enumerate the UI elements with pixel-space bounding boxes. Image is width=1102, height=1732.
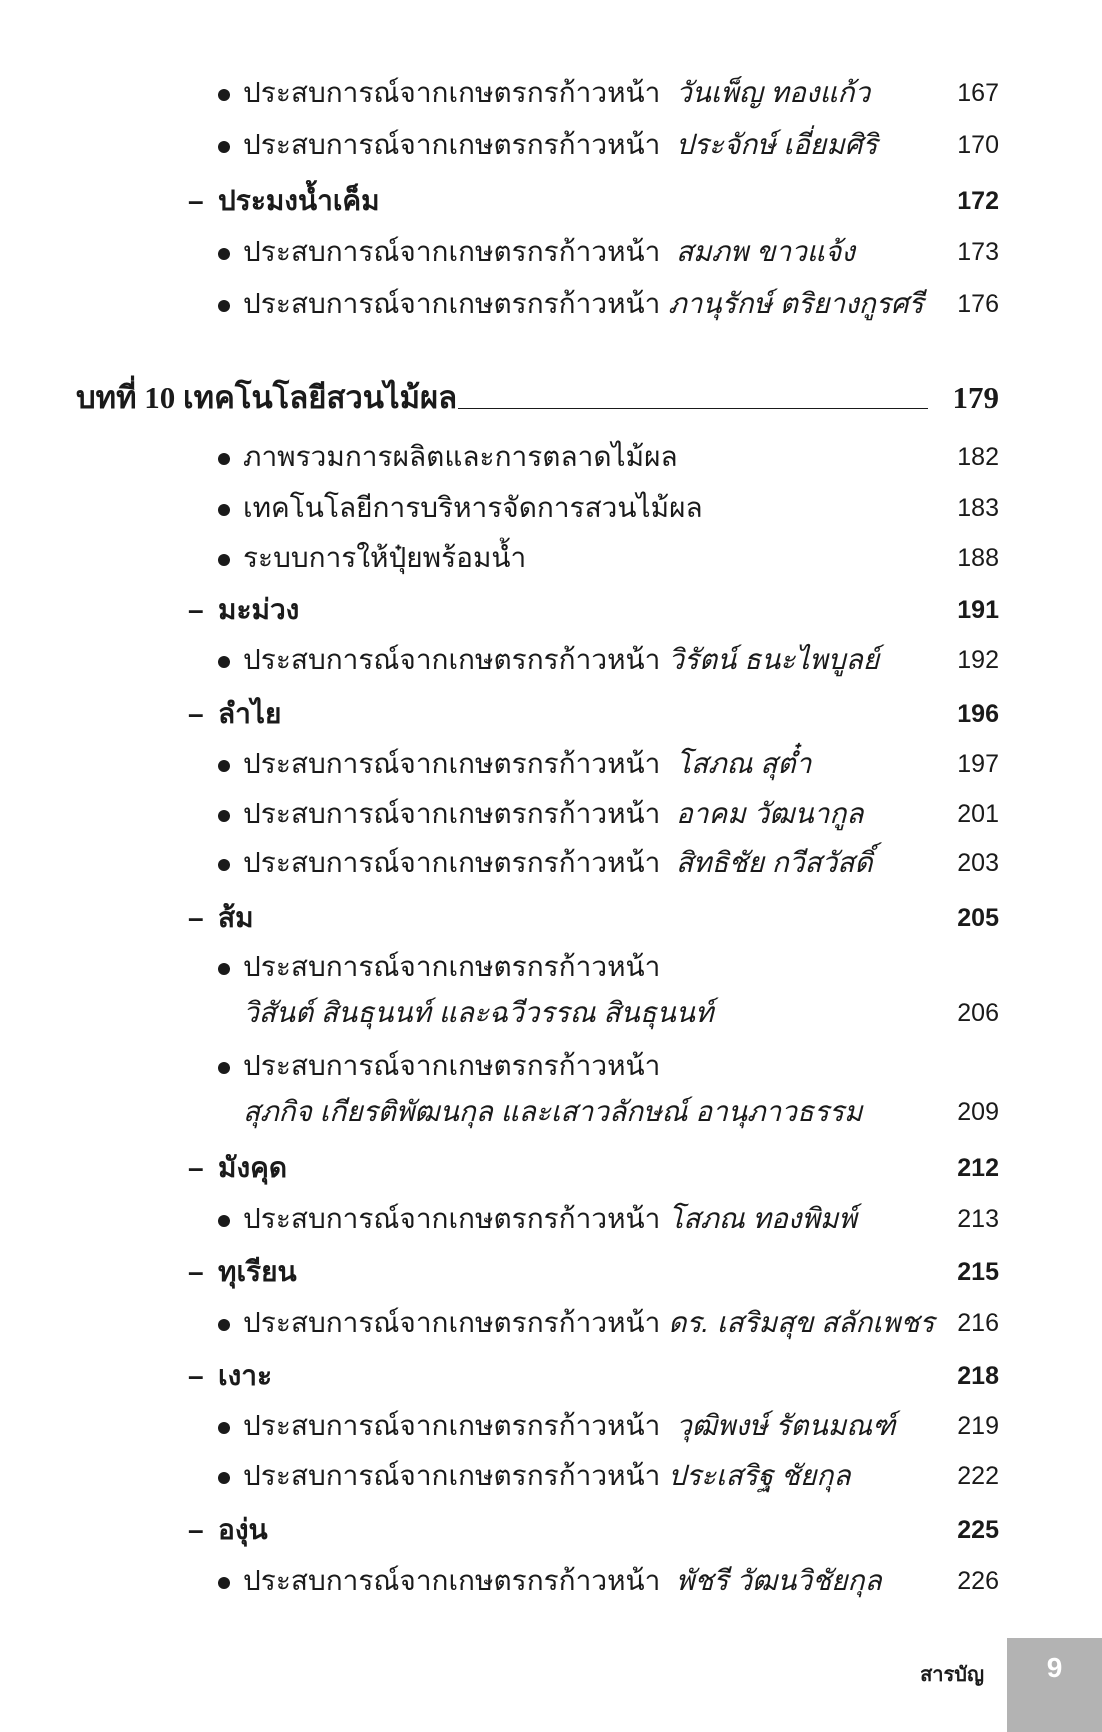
bullet-icon [218, 963, 230, 975]
toc-section[interactable] [0, 1145, 1102, 1191]
entry-prefix: ประสบการณ์จากเกษตรกรก้าวหน้า [243, 129, 661, 160]
toc-entry[interactable] [0, 1043, 1102, 1089]
chapter-heading[interactable] [0, 370, 1102, 426]
page-number: 222 [957, 1462, 999, 1490]
toc-entry[interactable] [0, 791, 1102, 837]
entry-name: วิสันต์ สินธุนนท์ และฉวีวรรณ สินธุนนท์ [243, 997, 714, 1028]
page-number: 216 [957, 1309, 999, 1337]
toc-section[interactable] [0, 895, 1102, 941]
entry-name: อาคม วัฒนากูล [675, 798, 864, 829]
chapter-title: บทที่ 10 เทคโนโลยีสวนไม้ผล [76, 380, 458, 415]
dash-marker: – [188, 902, 204, 933]
footer-label: สารบัญ [920, 1664, 984, 1686]
bullet-icon [218, 1062, 230, 1074]
section-title: ประมงน้ำเค็ม [218, 185, 380, 216]
entry-name: วันเพ็ญ ทองแก้ว [675, 77, 871, 108]
section-title: มะม่วง [218, 594, 300, 625]
page-number: 203 [957, 849, 999, 877]
toc-entry[interactable] [0, 229, 1102, 275]
entry-prefix: ประสบการณ์จากเกษตรกรก้าวหน้า [243, 798, 661, 829]
dash-marker: – [188, 1256, 204, 1287]
toc-section[interactable] [0, 178, 1102, 224]
entry-prefix: ประสบการณ์จากเกษตรกรก้าวหน้า [243, 1410, 661, 1441]
page-number: 209 [957, 1098, 999, 1126]
toc-entry[interactable] [0, 637, 1102, 683]
entry-name: วิรัตน์ ธนะไพบูลย์ [668, 644, 880, 675]
toc-entry-continuation[interactable] [0, 1089, 1102, 1135]
entry-name: สุภกิจ เกียรติพัฒนกุล และเสาวลักษณ์ อานุภาวธรรม [243, 1096, 863, 1127]
bullet-icon [218, 1215, 230, 1227]
toc-entry[interactable] [0, 1403, 1102, 1449]
entry-name: ประจักษ์ เอี่ยมศิริ [675, 129, 878, 160]
section-title: ส้ม [218, 902, 254, 933]
page-number: 225 [957, 1516, 999, 1544]
bullet-icon [218, 141, 230, 153]
entry-prefix: ประสบการณ์จากเกษตรกรก้าวหน้า [243, 77, 661, 108]
toc-entry[interactable] [0, 1196, 1102, 1242]
page-number: 172 [957, 187, 999, 215]
entry-title: ระบบการให้ปุ๋ยพร้อมน้ำ [243, 542, 527, 573]
page-number: 226 [957, 1567, 999, 1595]
page-number: 201 [957, 800, 999, 828]
footer-page-number: 9 [1046, 1652, 1063, 1683]
chapter-page: 179 [952, 380, 999, 415]
entry-name: ประเสริฐ ชัยกุล [668, 1460, 851, 1491]
toc-section[interactable] [0, 1353, 1102, 1399]
page-number: 173 [957, 238, 999, 266]
section-title: ลำไย [218, 698, 282, 729]
entry-prefix: ประสบการณ์จากเกษตรกรก้าวหน้า [243, 847, 661, 878]
bullet-icon [218, 248, 230, 260]
toc-entry[interactable] [0, 281, 1102, 327]
toc-section[interactable] [0, 1507, 1102, 1553]
dash-marker: – [188, 1514, 204, 1545]
page-number: 212 [957, 1154, 999, 1182]
page-number: 218 [957, 1362, 999, 1390]
bullet-icon [218, 859, 230, 871]
section-title: เงาะ [218, 1360, 273, 1391]
page-number: 192 [957, 646, 999, 674]
bullet-icon [218, 1472, 230, 1484]
bullet-icon [218, 89, 230, 101]
toc-entry[interactable] [0, 741, 1102, 787]
dash-marker: – [188, 698, 204, 729]
entry-prefix: ประสบการณ์จากเกษตรกรก้าวหน้า [243, 1565, 661, 1596]
toc-entry[interactable] [0, 535, 1102, 581]
toc-entry[interactable] [0, 944, 1102, 990]
page-number: 170 [957, 131, 999, 159]
entry-name: วุฒิพงษ์ รัตนมณฑ์ [675, 1410, 896, 1441]
entry-prefix: ประสบการณ์จากเกษตรกรก้าวหน้า [243, 1050, 661, 1081]
entry-name: โสภณ สุต๋ำ [675, 748, 812, 779]
page-number: 205 [957, 904, 999, 932]
toc-entry[interactable] [0, 70, 1102, 116]
page-number: 219 [957, 1412, 999, 1440]
entry-name: โสภณ ทองพิมพ์ [668, 1203, 857, 1234]
toc-entry[interactable] [0, 434, 1102, 480]
toc-entry[interactable] [0, 122, 1102, 168]
toc-entry[interactable] [0, 840, 1102, 886]
bullet-icon [218, 760, 230, 772]
toc-entry[interactable] [0, 485, 1102, 531]
section-title: องุ่น [218, 1514, 268, 1545]
entry-title: เทคโนโลยีการบริหารจัดการสวนไม้ผล [243, 492, 703, 523]
toc-entry[interactable] [0, 1453, 1102, 1499]
entry-prefix: ประสบการณ์จากเกษตรกรก้าวหน้า [243, 951, 661, 982]
page-number: 206 [957, 999, 999, 1027]
bullet-icon [218, 453, 230, 465]
toc-entry[interactable] [0, 1558, 1102, 1604]
toc-section[interactable] [0, 691, 1102, 737]
toc-section[interactable] [0, 1249, 1102, 1295]
page-number: 197 [957, 750, 999, 778]
page-number: 213 [957, 1205, 999, 1233]
toc-entry-continuation[interactable] [0, 990, 1102, 1036]
page-number-tab [1007, 1638, 1102, 1732]
entry-title: ภาพรวมการผลิตและการตลาดไม้ผล [243, 441, 678, 472]
entry-prefix: ประสบการณ์จากเกษตรกรก้าวหน้า [243, 748, 661, 779]
section-title: ทุเรียน [218, 1256, 297, 1287]
dash-marker: – [188, 1360, 204, 1391]
entry-prefix: ประสบการณ์จากเกษตรกรก้าวหน้า [243, 288, 661, 319]
entry-name: พัชรี วัฒนวิชัยกุล [675, 1565, 882, 1596]
page-number: 183 [957, 494, 999, 522]
page-number: 191 [957, 596, 999, 624]
entry-name: ดร. เสริมสุข สลักเพชร [668, 1307, 935, 1338]
bullet-icon [218, 1577, 230, 1589]
bullet-icon [218, 1319, 230, 1331]
dash-marker: – [188, 1152, 204, 1183]
section-title: มังคุด [218, 1152, 288, 1183]
toc-section[interactable] [0, 587, 1102, 633]
toc-entry[interactable] [0, 1300, 1102, 1346]
entry-name: สิทธิชัย กวีสวัสดิ์ [675, 847, 873, 878]
entry-name: สมภพ ขาวแจ้ง [675, 236, 855, 267]
entry-name: ภานุรักษ์ ตริยางกูรศรี [668, 288, 924, 319]
entry-prefix: ประสบการณ์จากเกษตรกรก้าวหน้า [243, 1203, 661, 1234]
bullet-icon [218, 554, 230, 566]
page-number: 215 [957, 1258, 999, 1286]
bullet-icon [218, 300, 230, 312]
page-number: 182 [957, 443, 999, 471]
entry-prefix: ประสบการณ์จากเกษตรกรก้าวหน้า [243, 236, 661, 267]
dot-leader [458, 408, 928, 409]
bullet-icon [218, 810, 230, 822]
dash-marker: – [188, 594, 204, 625]
page-number: 176 [957, 290, 999, 318]
dash-marker: – [188, 185, 204, 216]
bullet-icon [218, 656, 230, 668]
page-number: 188 [957, 544, 999, 572]
entry-prefix: ประสบการณ์จากเกษตรกรก้าวหน้า [243, 644, 661, 675]
bullet-icon [218, 1422, 230, 1434]
bullet-icon [218, 504, 230, 516]
page-number: 196 [957, 700, 999, 728]
entry-prefix: ประสบการณ์จากเกษตรกรก้าวหน้า [243, 1307, 661, 1338]
page-number: 167 [957, 79, 999, 107]
entry-prefix: ประสบการณ์จากเกษตรกรก้าวหน้า [243, 1460, 661, 1491]
